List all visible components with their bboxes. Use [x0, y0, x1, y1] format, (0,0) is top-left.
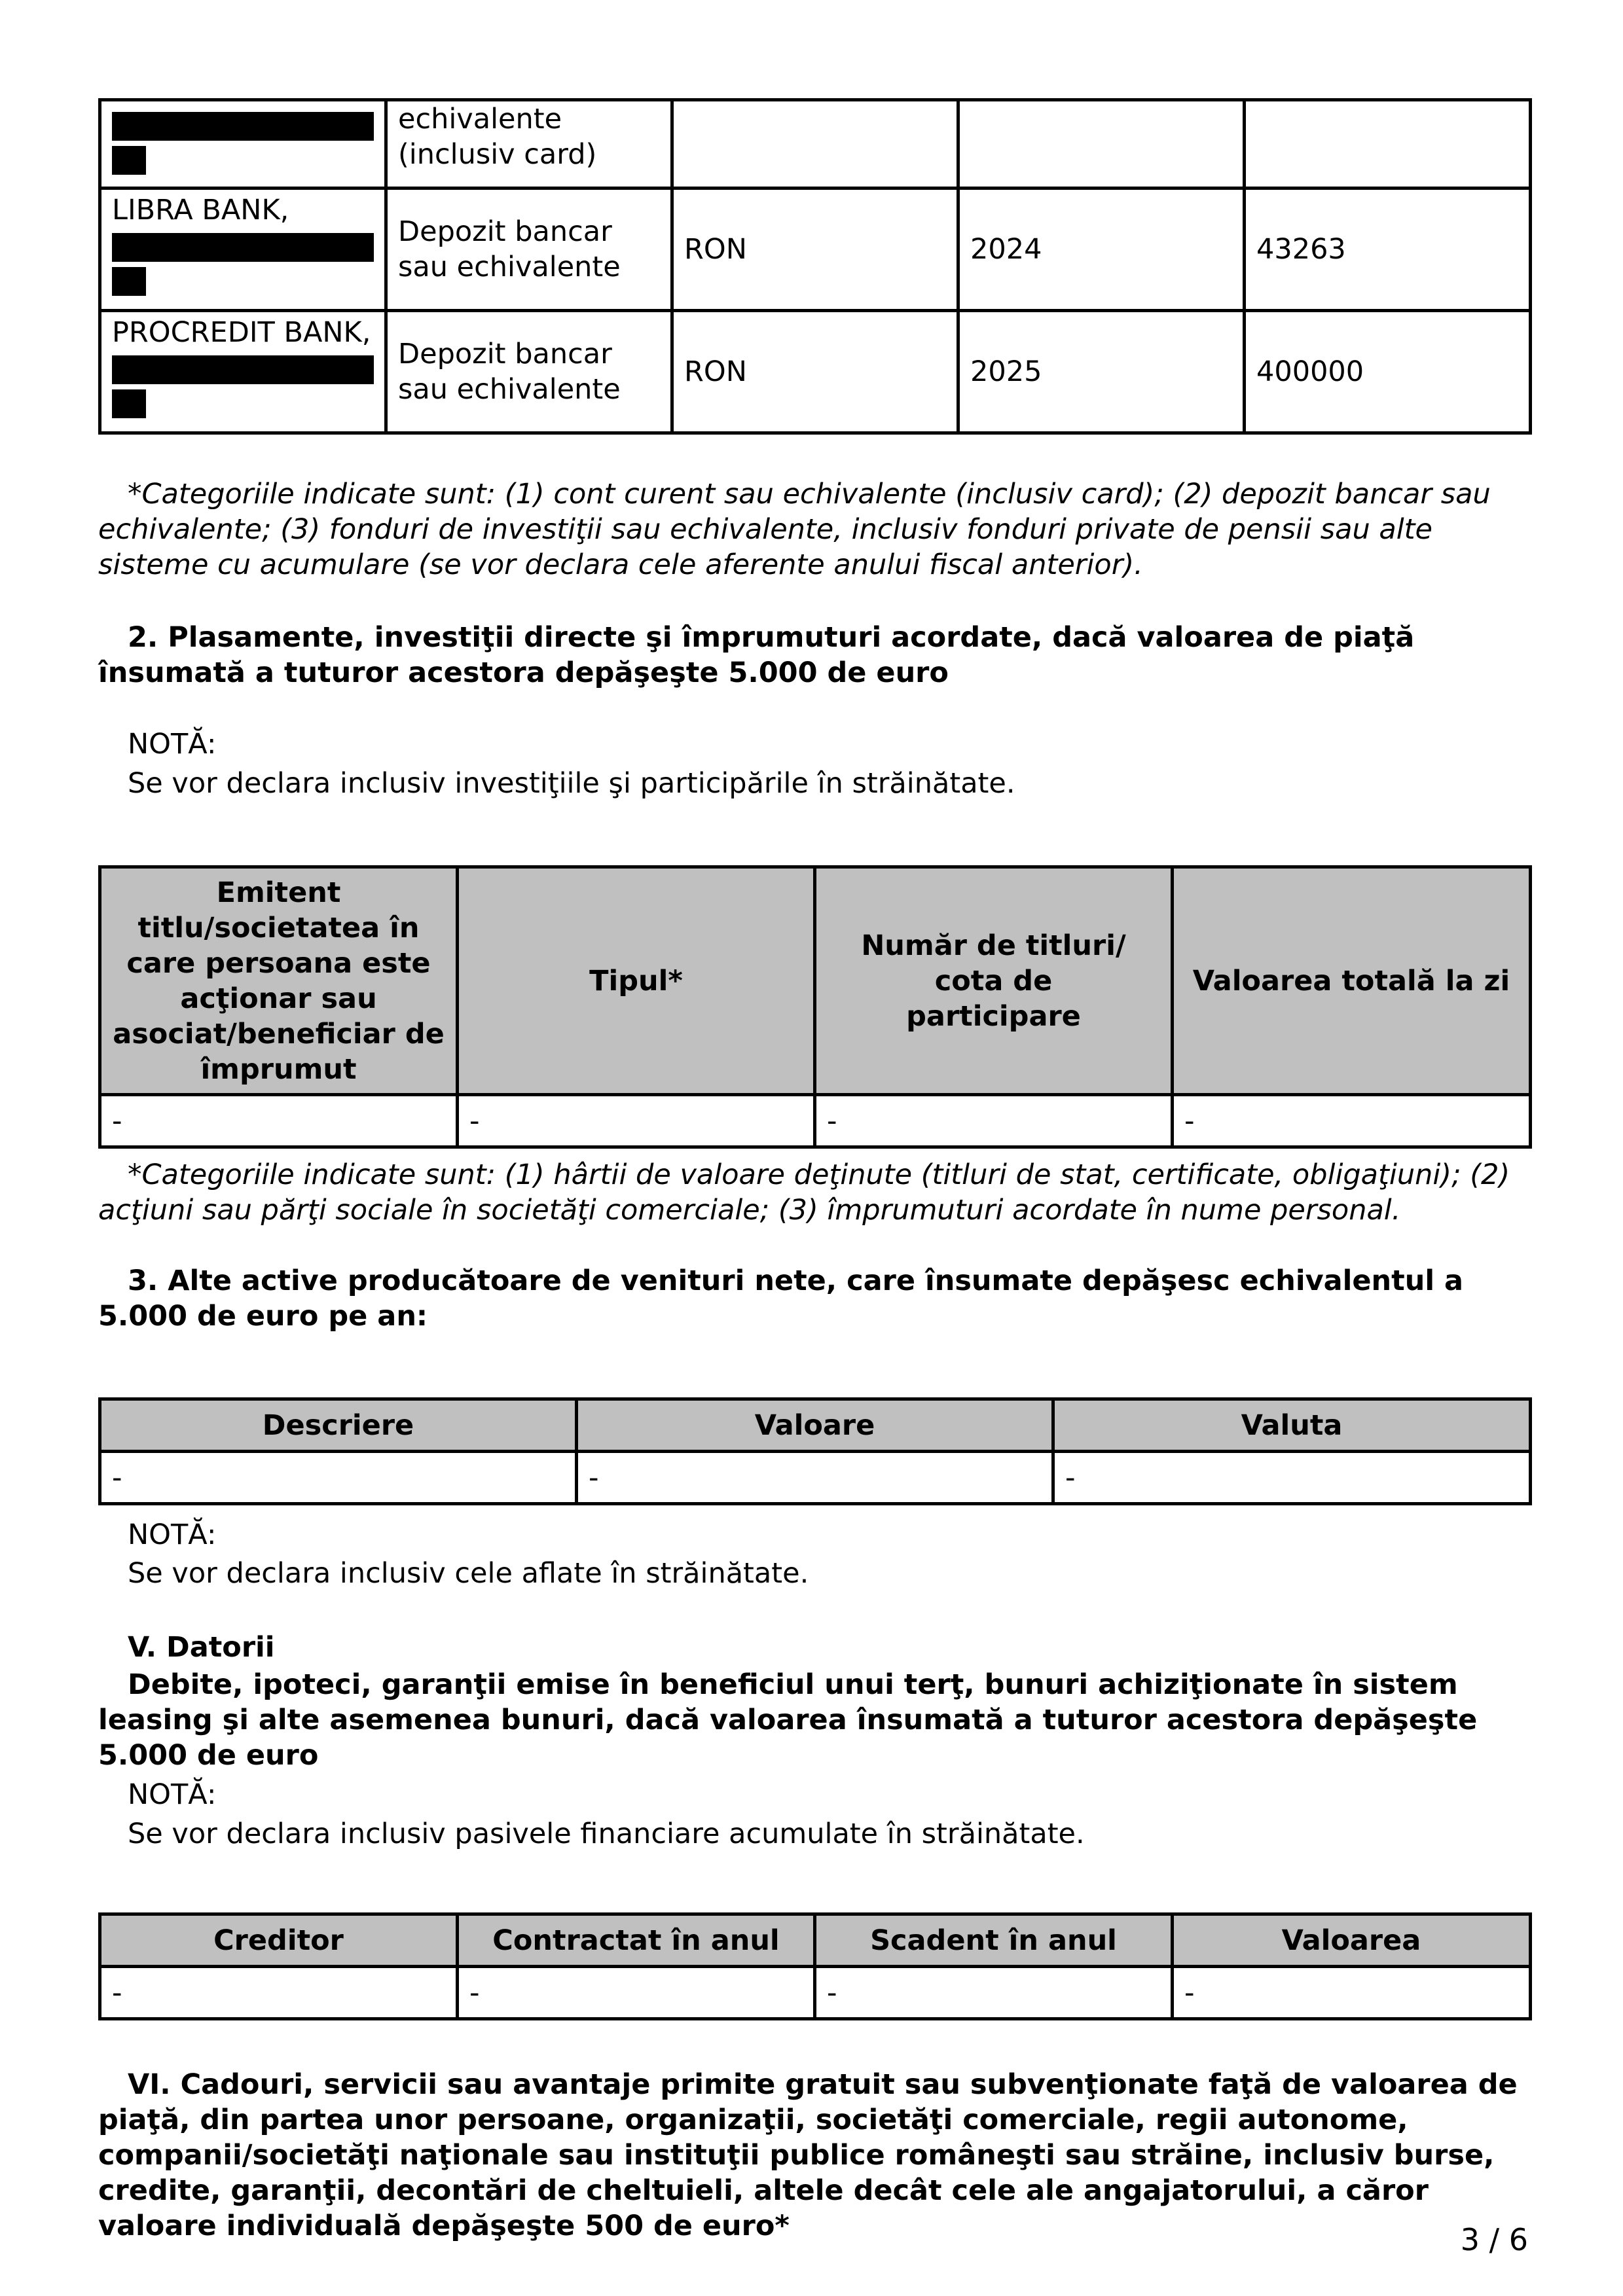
section6-title: VI. Cadouri, servicii sau avantaje primite gratuit sau subvenţionate faţă de valoarea de piaţă, din partea unor persoane, organizaţii, societăţi comerciale, regii autonome, companii/societăţi naţionale sau instituţii publice româneşti sau străine, inclusiv burse, credite, garanţii, decontări de cheltuieli, altele decât cele ale angajatorului, a căror valoare individuală depăşeşte 500 de euro*: [98, 2068, 1518, 2242]
table-cell: -: [458, 1095, 815, 1147]
year-cell: 2025: [958, 311, 1245, 433]
currency-cell: RON: [672, 311, 958, 433]
section5-heading: V. Datorii: [128, 1631, 275, 1664]
section3-note-label: NOTĂ:: [128, 1518, 217, 1551]
column-header: Valuta: [1053, 1399, 1531, 1452]
table-row: [100, 1967, 1531, 2019]
table-row: [100, 188, 1531, 311]
redacted-block: [112, 112, 374, 141]
category-cell: Depozit bancar sau echivalente: [386, 188, 672, 311]
section2-footnote: *Categoriile indicate sunt: (1) hârtii de valoare deţinute (titluri de stat, certificate, obligaţiuni); (2) acţiuni sau părţi sociale în societăţi comerciale; (3) împrumuturi acordate în nume personal.: [98, 1158, 1510, 1227]
currency-cell: [672, 100, 958, 188]
table-cell: -: [815, 1095, 1173, 1147]
investments-table: [98, 865, 1532, 1149]
column-header: Contractat în anul: [458, 1914, 815, 1967]
year-cell: 2024: [958, 188, 1245, 311]
section2-note-text: Se vor declara inclusiv investiţiile şi participările în străinătate.: [128, 767, 1015, 800]
table-header-row: [100, 1399, 1531, 1452]
value-cell: 43263: [1245, 188, 1531, 311]
table-cell: -: [100, 1452, 577, 1504]
table-cell: -: [577, 1452, 1053, 1504]
page-number: 3 / 6: [1460, 2222, 1528, 2257]
table-cell: -: [1053, 1452, 1531, 1504]
category-cell: echivalente (inclusiv card): [386, 100, 672, 188]
table-cell: -: [1173, 1967, 1531, 2019]
table-row: [100, 100, 1531, 188]
accounts-table: [98, 98, 1532, 435]
column-header: Valoarea totală la zi: [1173, 867, 1531, 1095]
table-row: [100, 1452, 1531, 1504]
column-header: Valoare: [577, 1399, 1053, 1452]
year-cell: [958, 100, 1245, 188]
table-header-row: [100, 867, 1531, 1095]
section5-note-text: Se vor declara inclusiv pasivele financiare acumulate în străinătate.: [128, 1818, 1085, 1850]
section5-note-label: NOTĂ:: [128, 1778, 217, 1811]
column-header: Număr de titluri/ cota de participare: [815, 867, 1173, 1095]
column-header: Creditor: [100, 1914, 458, 1967]
column-header: Emitent titlu/societatea în care persoana este acţionar sau asociat/beneficiar de împrumut: [100, 867, 458, 1095]
table-cell: -: [815, 1967, 1173, 2019]
accounts-footnote: *Categoriile indicate sunt: (1) cont curent sau echivalente (inclusiv card); (2) depozit bancar sau echivalente; (3) fonduri de investiţii sau echivalente, inclusiv fonduri private de pensii sau alte sisteme cu acumulare (se vor declara cele aferente anului fiscal anterior).: [98, 478, 1491, 581]
section5-title: Debite, ipoteci, garanţii emise în beneficiul unui terţ, bunuri achiziţionate în sistem leasing şi alte asemenea bunuri, dacă valoarea însumată a tuturor acestora depăşeşte 5.000 de euro: [98, 1668, 1478, 1772]
column-header: Scadent în anul: [815, 1914, 1173, 1967]
section3-title: 3. Alte active producătoare de venituri nete, care însumate depăşesc echivalentul a 5.000 de euro pe an:: [98, 1265, 1464, 1333]
institution-cell: [100, 100, 386, 188]
section2-title: 2. Plasamente, investiţii directe şi împrumuturi acordate, dacă valoarea de piaţă însumată a tuturor acestora depăşeşte 5.000 de euro: [98, 621, 1415, 689]
table-cell: -: [100, 1967, 458, 2019]
table-row: [100, 1095, 1531, 1147]
redacted-block: [112, 233, 374, 262]
section2-note-label: NOTĂ:: [128, 728, 217, 761]
table-cell: -: [458, 1967, 815, 2019]
column-header: Valoarea: [1173, 1914, 1531, 1967]
table-header-row: [100, 1914, 1531, 1967]
debts-table: [98, 1912, 1532, 2020]
column-header: Descriere: [100, 1399, 577, 1452]
redacted-block: [112, 355, 374, 384]
value-cell: [1245, 100, 1531, 188]
table-cell: -: [100, 1095, 458, 1147]
column-header: Tipul*: [458, 867, 815, 1095]
category-cell: Depozit bancar sau echivalente: [386, 311, 672, 433]
redacted-block: [112, 389, 146, 418]
institution-cell: [100, 311, 386, 433]
institution-name: PROCREDIT BANK,: [112, 316, 371, 349]
section3-note-text: Se vor declara inclusiv cele aflate în străinătate.: [128, 1557, 809, 1590]
currency-cell: RON: [672, 188, 958, 311]
value-cell: 400000: [1245, 311, 1531, 433]
redacted-block: [112, 146, 146, 175]
other-assets-table: [98, 1397, 1532, 1505]
institution-cell: [100, 188, 386, 311]
redacted-block: [112, 267, 146, 296]
table-row: [100, 311, 1531, 433]
table-cell: -: [1173, 1095, 1531, 1147]
institution-name: LIBRA BANK,: [112, 194, 289, 226]
